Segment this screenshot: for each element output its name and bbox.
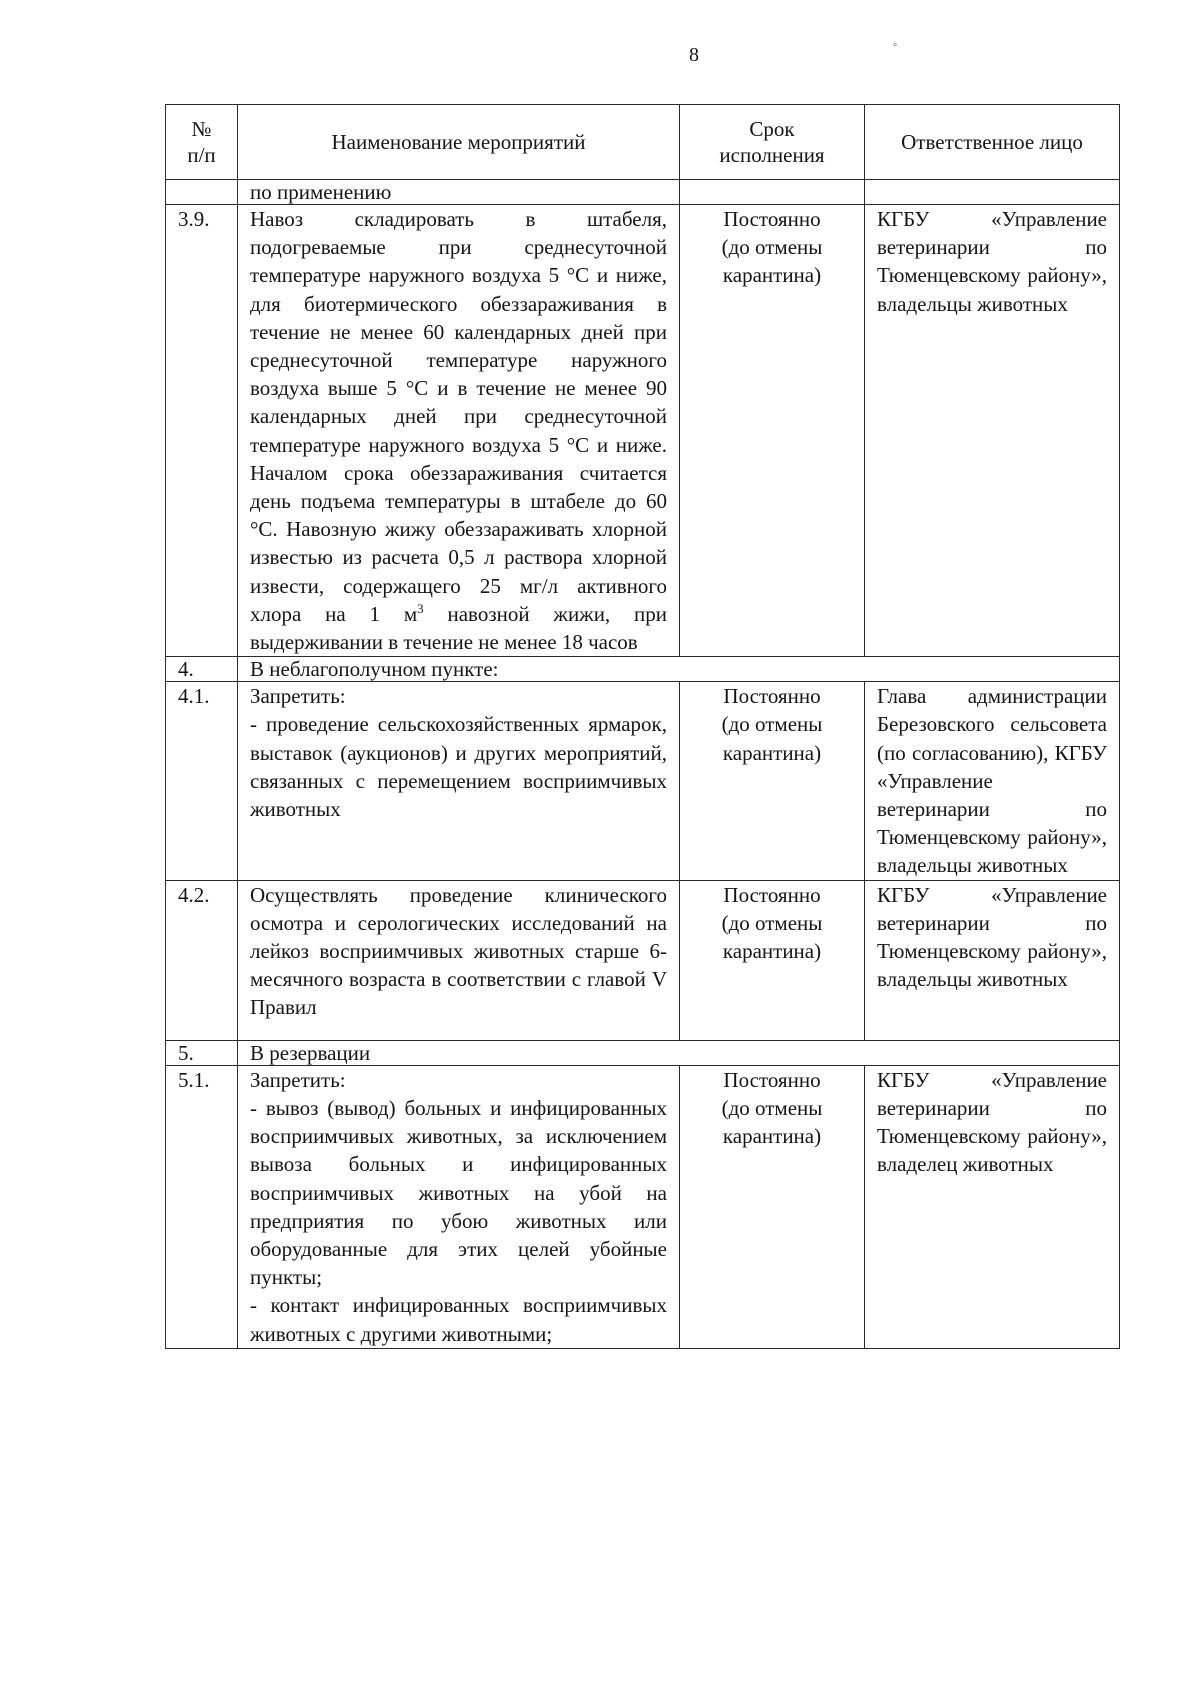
header-number: № п/п — [166, 105, 238, 180]
page-number: 8 — [689, 44, 699, 66]
section-title: В резервации — [238, 1040, 1120, 1065]
header-measure-name: Наименование мероприятий — [238, 105, 680, 180]
row-number: 5.1. — [166, 1065, 238, 1348]
row-number-empty — [166, 180, 238, 205]
row-number: 4. — [166, 657, 238, 682]
responsible-text: КГБУ «Управление ветеринарии по Тюменцевскому району», владелец животных — [865, 1065, 1120, 1348]
responsible-empty — [865, 180, 1120, 205]
measures-table — [165, 104, 1120, 1349]
table-header-row — [166, 105, 1120, 180]
table-row-4-2 — [166, 880, 1120, 1040]
table-row-section-4 — [166, 657, 1120, 682]
term-text: Постоянно (до отмены карантина) — [680, 880, 865, 1040]
scan-speck: ° — [893, 42, 897, 53]
measure-text-part: Навоз складировать в штабеля, подогреваемые при среднесуточной температуре наружного воздуха 5 °C и ниже, для биотермического обеззараживания в течение не менее 60 календарных дней при среднесуточной температуре наружного воздуха выше 5 °C и в течение не менее 90 календарных дней при среднесуточной температуре наружного воздуха 5 °C и ниже. Началом срока обеззараживания считается день подъема температуры в штабеле до 60 °C. Навозную жижу обеззараживать хлорной известью из расчета 0,5 л раствора хлорной извести, содержащего 25 мг/л активного хлора на 1 м — [250, 207, 667, 626]
header-term: Срок исполнения — [680, 105, 865, 180]
table-row-5-1 — [166, 1065, 1120, 1348]
table-row-4-1 — [166, 682, 1120, 880]
measure-text: Запретить: - вывоз (вывод) больных и инфицированных восприимчивых животных, за исключением вывоза больных и инфицированных восприимчивых животных на убой на предприятия по убою животных или оборудованные для этих целей убойные пункты; - контакт инфицированных восприимчивых животных с другими животными; — [238, 1065, 680, 1348]
measure-text: Осуществлять проведение клинического осмотра и серологических исследований на лейкоз восприимчивых животных старше 6-месячного возраста в соответствии с главой V Правил — [238, 880, 680, 1040]
measure-text: Запретить: - проведение сельскохозяйственных ярмарок, выставок (аукционов) и других мероприятий, связанных с перемещением восприимчивых животных — [238, 682, 680, 880]
term-text: Постоянно (до отмены карантина) — [680, 682, 865, 880]
responsible-text: КГБУ «Управление ветеринарии по Тюменцевскому району», владельцы животных — [865, 205, 1120, 657]
section-title: В неблагополучном пункте: — [238, 657, 1120, 682]
row-number: 5. — [166, 1040, 238, 1065]
term-text: Постоянно (до отмены карантина) — [680, 1065, 865, 1348]
row-number: 4.2. — [166, 880, 238, 1040]
measure-text: по применению — [238, 180, 680, 205]
header-responsible: Ответственное лицо — [865, 105, 1120, 180]
table-row-3-9 — [166, 205, 1120, 657]
cubic-superscript: 3 — [417, 600, 424, 616]
table-row-continuation — [166, 180, 1120, 205]
row-number: 3.9. — [166, 205, 238, 657]
table-row-section-5 — [166, 1040, 1120, 1065]
measure-text — [238, 205, 680, 657]
row-number: 4.1. — [166, 682, 238, 880]
term-empty — [680, 180, 865, 205]
term-text: Постоянно (до отмены карантина) — [680, 205, 865, 657]
responsible-text: КГБУ «Управление ветеринарии по Тюменцевскому району», владельцы животных — [865, 880, 1120, 1040]
responsible-text: Глава администрации Березовского сельсовета (по согласованию), КГБУ «Управление ветеринарии по Тюменцевскому району», владельцы животных — [865, 682, 1120, 880]
measure-text-part: навозной жижи, при выдерживании в течение не менее 18 часов — [250, 601, 667, 655]
